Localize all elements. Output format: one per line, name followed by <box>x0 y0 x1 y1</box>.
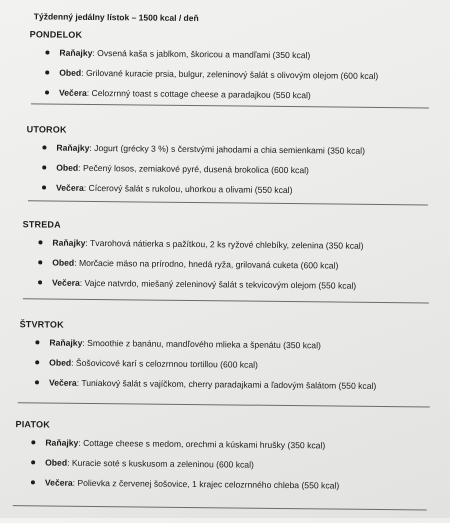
meal-text: : Kuracie soté s kuskusom a zeleninou (600 kcal) <box>67 457 254 470</box>
meal-text: : Pečený losos, zemiakové pyré, dusená brokolica (600 kcal) <box>78 162 309 176</box>
day-section-stvrtok <box>19 316 420 396</box>
meal-label: Večera <box>58 87 87 98</box>
day-section-utorok <box>26 121 427 201</box>
meal-text: : Tuniakový šalát s vajíčkom, cherry paradajkami a ľadovým šalátom (550 kcal) <box>76 377 377 391</box>
bullet-icon <box>31 440 35 444</box>
meal-item <box>15 472 415 496</box>
meal-text: : Tvarohová nátierka s pažítkou, 2 ks ryžové chlebíky, zelenina (350 kcal) <box>85 237 364 251</box>
meal-label: Obed <box>56 162 79 173</box>
meal-label: Večera <box>48 377 77 388</box>
section-divider <box>23 298 429 303</box>
day-heading: ŠTVRTOK <box>19 319 64 330</box>
meal-item <box>26 177 426 201</box>
bullet-icon <box>45 90 49 94</box>
meal-label: Obed <box>45 457 68 468</box>
meal-text: : Grilované kuracie prsia, bulgur, zeleninový šalát s olivovým olejom (600 kcal) <box>81 67 379 81</box>
day-heading: PIATOK <box>15 419 50 430</box>
meal-text: : Vajce natvrdo, miešaný zeleninový šalát s tekvicovým olejom (550 kcal) <box>79 277 357 291</box>
meal-item <box>29 82 429 106</box>
bullet-icon <box>45 50 49 54</box>
meal-label: Obed <box>49 357 72 368</box>
meal-text: : Morčacie mäso na prírodno, hnedá ryža, grilovaná cuketa (600 kcal) <box>74 257 339 271</box>
bullet-icon <box>38 260 42 264</box>
meal-label: Raňajky <box>52 237 86 248</box>
section-divider <box>18 402 430 407</box>
meal-label: Večera <box>55 182 84 193</box>
day-heading: UTOROK <box>26 124 67 135</box>
meal-text: : Šošovicové karí s celozrnnou tortillou (600 kcal) <box>71 357 258 370</box>
day-heading: PONDELOK <box>29 29 83 40</box>
meal-text: : Jogurt (grécky 3 %) s čerstvými jahodami a chia semienkami (350 kcal) <box>89 142 366 156</box>
bullet-icon <box>35 340 39 344</box>
meal-item <box>19 372 419 396</box>
meal-label: Raňajky <box>59 47 93 58</box>
meal-text: : Ovsená kaša s jablkom, škoricou a mandľami (350 kcal) <box>92 47 311 61</box>
meal-label: Raňajky <box>49 337 83 348</box>
bullet-icon <box>45 70 49 74</box>
day-section-piatok <box>15 416 416 496</box>
meal-label: Obed <box>59 67 82 78</box>
meal-text: : Polievka z červenej šošovice, 1 krajec celozrnného chleba (550 kcal) <box>72 477 340 491</box>
meal-label: Večera <box>44 477 73 488</box>
bullet-icon <box>31 480 35 484</box>
meal-text: : Celozrnný toast s cottage cheese a paradajkou (550 kcal) <box>86 87 311 101</box>
meal-text: : Smoothie z banánu, mandľového mlieka a špenátu (350 kcal) <box>82 337 321 351</box>
meal-text: : Cícerový šalát s rukolou, uhorkou a olivami (550 kcal) <box>83 182 293 196</box>
section-divider <box>13 505 427 510</box>
bullet-icon <box>35 360 39 364</box>
day-heading: STREDA <box>22 219 61 230</box>
meal-label: Obed <box>52 257 75 268</box>
meal-item <box>22 272 422 296</box>
bullet-icon <box>42 165 46 169</box>
bullet-icon <box>42 185 46 189</box>
bullet-icon <box>38 240 42 244</box>
bullet-icon <box>35 380 39 384</box>
bullet-icon <box>31 460 35 464</box>
meal-label: Raňajky <box>56 142 90 153</box>
bullet-icon <box>42 145 46 149</box>
meal-text: : Cottage cheese s medom, orechmi a kúskami hrušky (350 kcal) <box>78 437 326 451</box>
meal-label: Raňajky <box>45 437 79 448</box>
page-title: Týždenný jedálny lístok – 1500 kcal / deň <box>33 11 199 24</box>
day-section-streda <box>22 216 423 296</box>
meal-label: Večera <box>51 277 80 288</box>
bullet-icon <box>38 280 42 284</box>
section-divider <box>28 200 428 205</box>
day-section-pondelok <box>29 26 430 106</box>
